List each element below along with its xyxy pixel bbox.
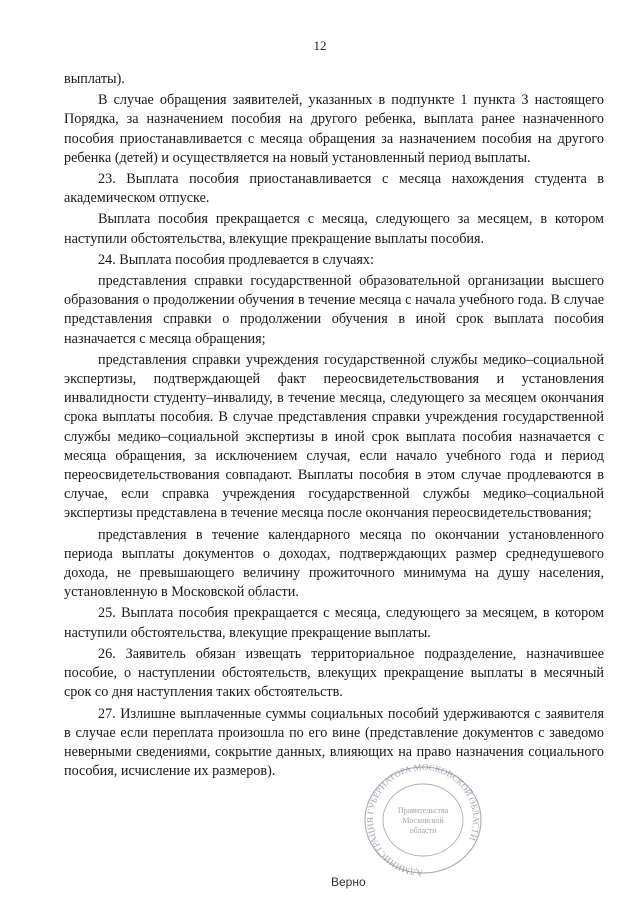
stamp-line: области <box>409 826 437 835</box>
paragraph: 27. Излишне выплаченные суммы социальных пособий удерживаются с заявителя в случае если переплата произошла по его вине (представление документов с заведомо неверными сведениями, сокрытие данных, влияющих на право назначения социального пособия, исчисление их размеров). <box>64 705 604 780</box>
paragraph: 25. Выплата пособия прекращается с месяца, следующего за месяцем, в котором наступили обстоятельства, влекущие прекращение выплаты. <box>64 605 604 641</box>
document-body <box>64 70 604 783</box>
verno-mark: Верно <box>331 875 366 889</box>
stamp-ring-text: АДМИНИСТРАЦИЯ ГУБЕРНАТОРА МОСКОВСКОЙ ОБЛАСТИ <box>365 763 482 878</box>
stamp-line: Правительства <box>397 806 449 815</box>
official-stamp <box>358 763 488 878</box>
paragraph: выплаты). <box>64 71 125 87</box>
paragraph: 26. Заявитель обязан извещать территориальное подразделение, назначившее пособие, о наступлении обстоятельств, влекущих прекращение выплаты в месячный срок со дня наступления таких обстоятельств. <box>64 645 604 701</box>
paragraph: представления в течение календарного месяца по окончании установленного периода выплаты документов о доходах, подтверждающих размер среднедушевого дохода, не превышающего величину прожиточного минимума на душу населения, установленную в Московской области. <box>64 526 604 601</box>
paragraph: представления справки учреждения государственной службы медико–социальной экспертизы, подтверждающей факт переосвидетельствования и установления инвалидности студенту–инвалиду, в течение месяца, следующего за месяцем окончания срока выплаты пособия. В случае представления справки учреждения государственной службы медико–социальной экспертизы в иной срок выплата пособия назначается с месяца обращения, за исключением случая, если начало учебного года и период переосвидетельствования совпадают. Выплаты пособия в этом случае продлеваются в случае, если справка учреждения государственной службы медико–социальной экспертизы представлена в течение месяца после окончания переосвидетельствования; <box>64 351 604 522</box>
paragraph: 24. Выплата пособия продлевается в случаях: <box>98 251 374 268</box>
paragraph: В случае обращения заявителей, указанных в подпункте 1 пункта 3 настоящего Порядка, за назначением пособия на другого ребенка, выплата ранее назначенного пособия приостанавливается с месяца обращения за назначением пособия на другого ребенка (детей) и осуществляется на новый установленный период выплаты. <box>64 92 604 166</box>
paragraph: Выплата пособия прекращается с месяца, следующего за месяцем, в котором наступили обстоятельства, влекущие прекращение выплаты пособия. <box>64 211 604 247</box>
stamp-line: Московской <box>402 816 444 825</box>
paragraph: представления справки государственной образовательной организации высшего образования о продолжении обучения в течение месяца с начала учебного года. В случае представления справки о продолжении обучения в иной срок выплата пособия назначается с месяца обращения; <box>64 273 604 347</box>
paragraph: 23. Выплата пособия приостанавливается с месяца нахождения студента в академическом отпуске. <box>64 171 604 207</box>
page-number: 12 <box>313 38 327 53</box>
